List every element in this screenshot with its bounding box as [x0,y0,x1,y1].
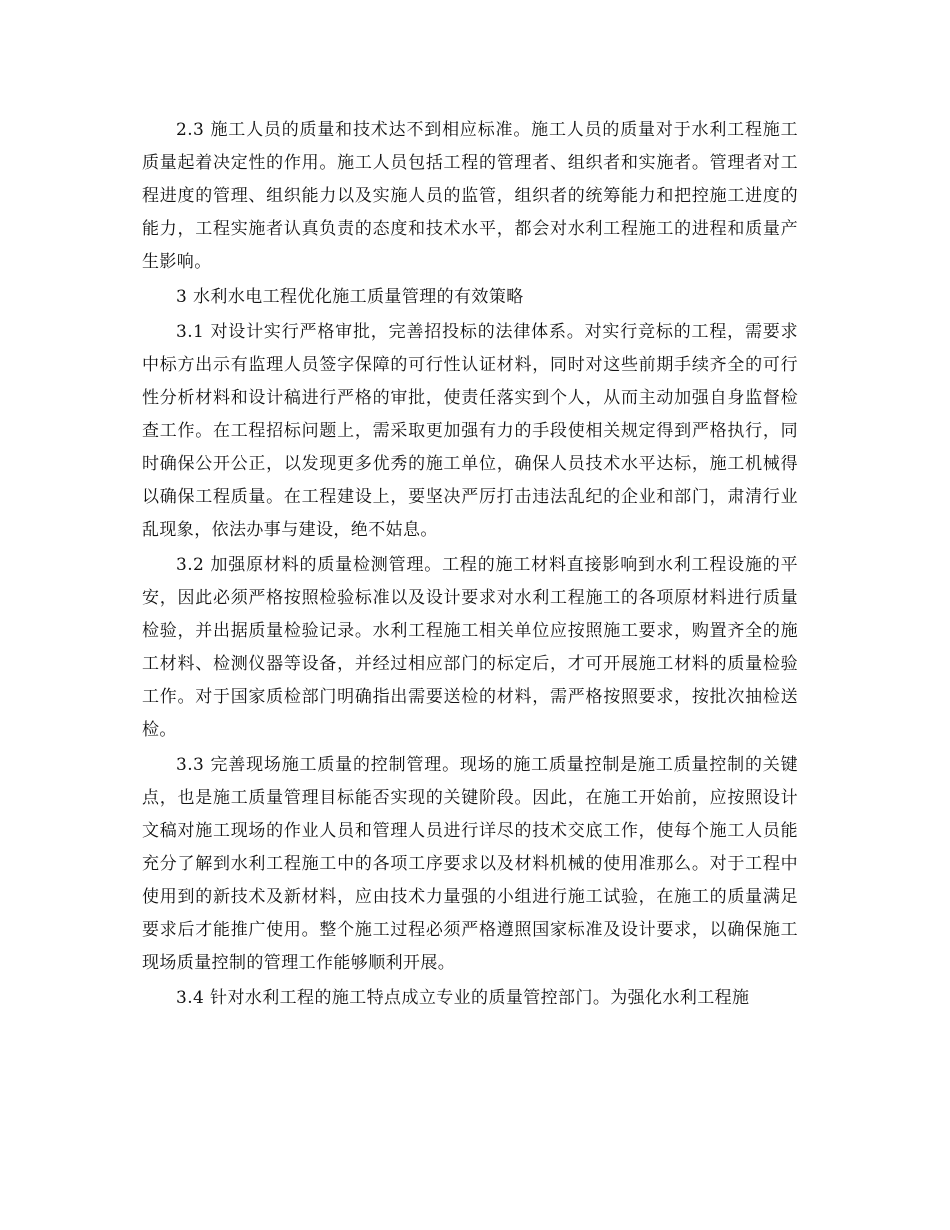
section-heading-3: 3 水利水电工程优化施工质量管理的有效策略 [176,287,524,307]
paragraph-3-3: 3.3 完善现场施工质量的控制管理。现场的施工质量控制是施工质量控制的关键点，也是施工质量管理目标能否实现的关键阶段。因此，在施工开始前，应按照设计文稿对施工现场的作业人员和管理人员进行详尽的技术交底工作，使每个施工人员能充分了解到水利工程施工中的各项工序要求以及材料机械的使用准那么。对于工程中使用到的新技术及新材料，应由技术力量强的小组进行施工试验，在施工的质量满足要求后才能推广使用。整个施工过程必须严格遵照国家标准及设计要求，以确保施工现场质量控制的管理工作能够顺利开展。 [142,755,798,973]
paragraph-3-2: 3.2 加强原材料的质量检测管理。工程的施工材料直接影响到水利工程设施的平安，因此必须严格按照检验标准以及设计要求对水利工程施工的各项原材料进行质量检验，并出据质量检验记录。水利工程施工相关单位应按照施工要求，购置齐全的施工材料、检测仪器等设备，并经过相应部门的标定后，才可开展施工材料的质量检验工作。对于国家质检部门明确指出需要送检的材料，需严格按照要求，按批次抽检送检。 [142,555,798,740]
document-body [142,114,798,1017]
paragraph-2-3: 2.3 施工人员的质量和技术达不到相应标准。施工人员的质量对于水利工程施工质量起着决定性的作用。施工人员包括工程的管理者、组织者和实施者。管理者对工程进度的管理、组织能力以及实施人员的监管，组织者的统筹能力和把控施工进度的能力，工程实施者认真负责的态度和技术水平，都会对水利工程施工的进程和质量产生影响。 [142,120,798,272]
paragraph-3-4: 3.4 针对水利工程的施工特点成立专业的质量管控部门。为强化水利工程施 [176,988,750,1008]
paragraph-3-1: 3.1 对设计实行严格审批，完善招投标的法律体系。对实行竞标的工程，需要求中标方出示有监理人员签字保障的可行性认证材料，同时对这些前期手续齐全的可行性分析材料和设计稿进行严格的审批，使责任落实到个人，从而主动加强自身监督检查工作。在工程招标问题上，需采取更加强有力的手段使相关规定得到严格执行，同时确保公开公正，以发现更多优秀的施工单位，确保人员技术水平达标，施工机械得以确保工程质量。在工程建设上，要坚决严厉打击违法乱纪的企业和部门，肃清行业乱现象，依法办事与建设，绝不姑息。 [142,322,798,540]
